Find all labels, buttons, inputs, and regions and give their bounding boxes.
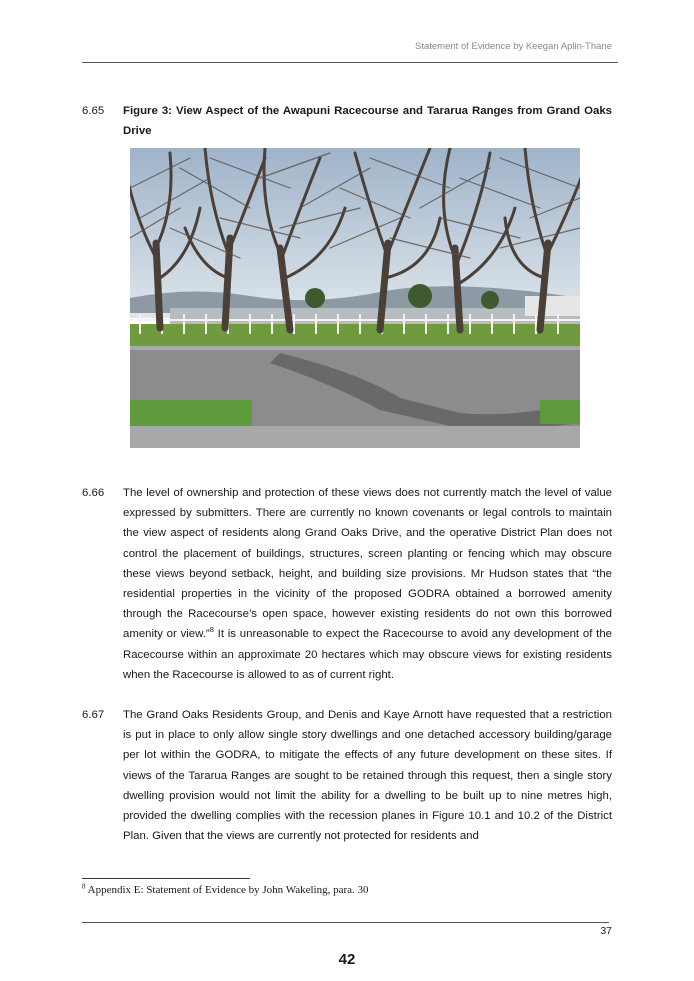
paragraph-number: 6.67 xyxy=(82,709,105,721)
footnote-reference: 8 xyxy=(209,625,214,635)
paragraph-6-65 xyxy=(82,101,612,141)
paragraph-text xyxy=(123,483,612,685)
distant-building xyxy=(525,296,580,316)
paragraph-text: The Grand Oaks Residents Group, and Denis and Kaye Arnott have requested that a restriction is put in place to only allow single story dwellings and one detached accessory building/garage per lot within the GODRA, to mitigate the effects of any future development on these sites. If views of the Tararua Ranges are sought to be retained through this request, then a single story dwelling provision would not limit the ability for a dwelling to be built up to nine metres high, provided the dwelling complies with the recession planes in Figure 10.1 and 10.2 of the District Plan. Given that the views are currently not protected for residents and xyxy=(123,709,612,843)
paragraph-6-67 xyxy=(82,705,612,846)
kerb xyxy=(130,346,580,350)
sheet-number: 42 xyxy=(338,951,356,968)
footnote-number: 8 xyxy=(82,882,86,891)
paragraph-number: 6.66 xyxy=(82,487,105,499)
page-number: 37 xyxy=(600,925,612,937)
page-header-title: Statement of Evidence by Keegan Aplin-Thane xyxy=(415,41,612,52)
grass-strip xyxy=(130,324,580,346)
figure-photo xyxy=(130,148,580,448)
footnote xyxy=(82,884,369,896)
distant-carpark xyxy=(170,308,580,324)
paragraph-number: 6.65 xyxy=(82,105,105,117)
paragraph-text-part-2: It is unreasonable to expect the Racecourse to avoid any development of the Racecourse within an approximate 20 hectares which may obscure views for existing residents when the Racecourse is allowed to as of current right. xyxy=(123,628,612,681)
lower-verge-right xyxy=(540,400,580,424)
figure-title: Figure 3: View Aspect of the Awapuni Racecourse and Tararua Ranges from Grand Oaks Drive xyxy=(123,105,612,138)
footer-divider xyxy=(82,922,609,923)
paragraph-text-part-1: The level of ownership and protection of these views does not currently match the level of value expressed by submitters. There are currently no known covenants or legal controls to maintain the view aspect of residents along Grand Oaks Drive, and the operative District Plan does not control the placement of buildings, structures, screen planting or fencing which may obscure these views beyond setback, height, and building size provisions. Mr Hudson states that “the residential properties in the vicinity of the proposed GODRA obtained a borrowed amenity through the Racecourse’s open space, however existing residents do not own this borrowed amenity or view.” xyxy=(123,487,612,641)
footnote-text: Appendix E: Statement of Evidence by John Wakeling, para. 30 xyxy=(87,884,369,896)
paragraph-6-66 xyxy=(82,483,612,685)
lower-verge-left xyxy=(130,400,252,426)
footpath xyxy=(130,426,580,448)
header-divider xyxy=(82,62,618,63)
footnote-divider xyxy=(82,878,250,879)
